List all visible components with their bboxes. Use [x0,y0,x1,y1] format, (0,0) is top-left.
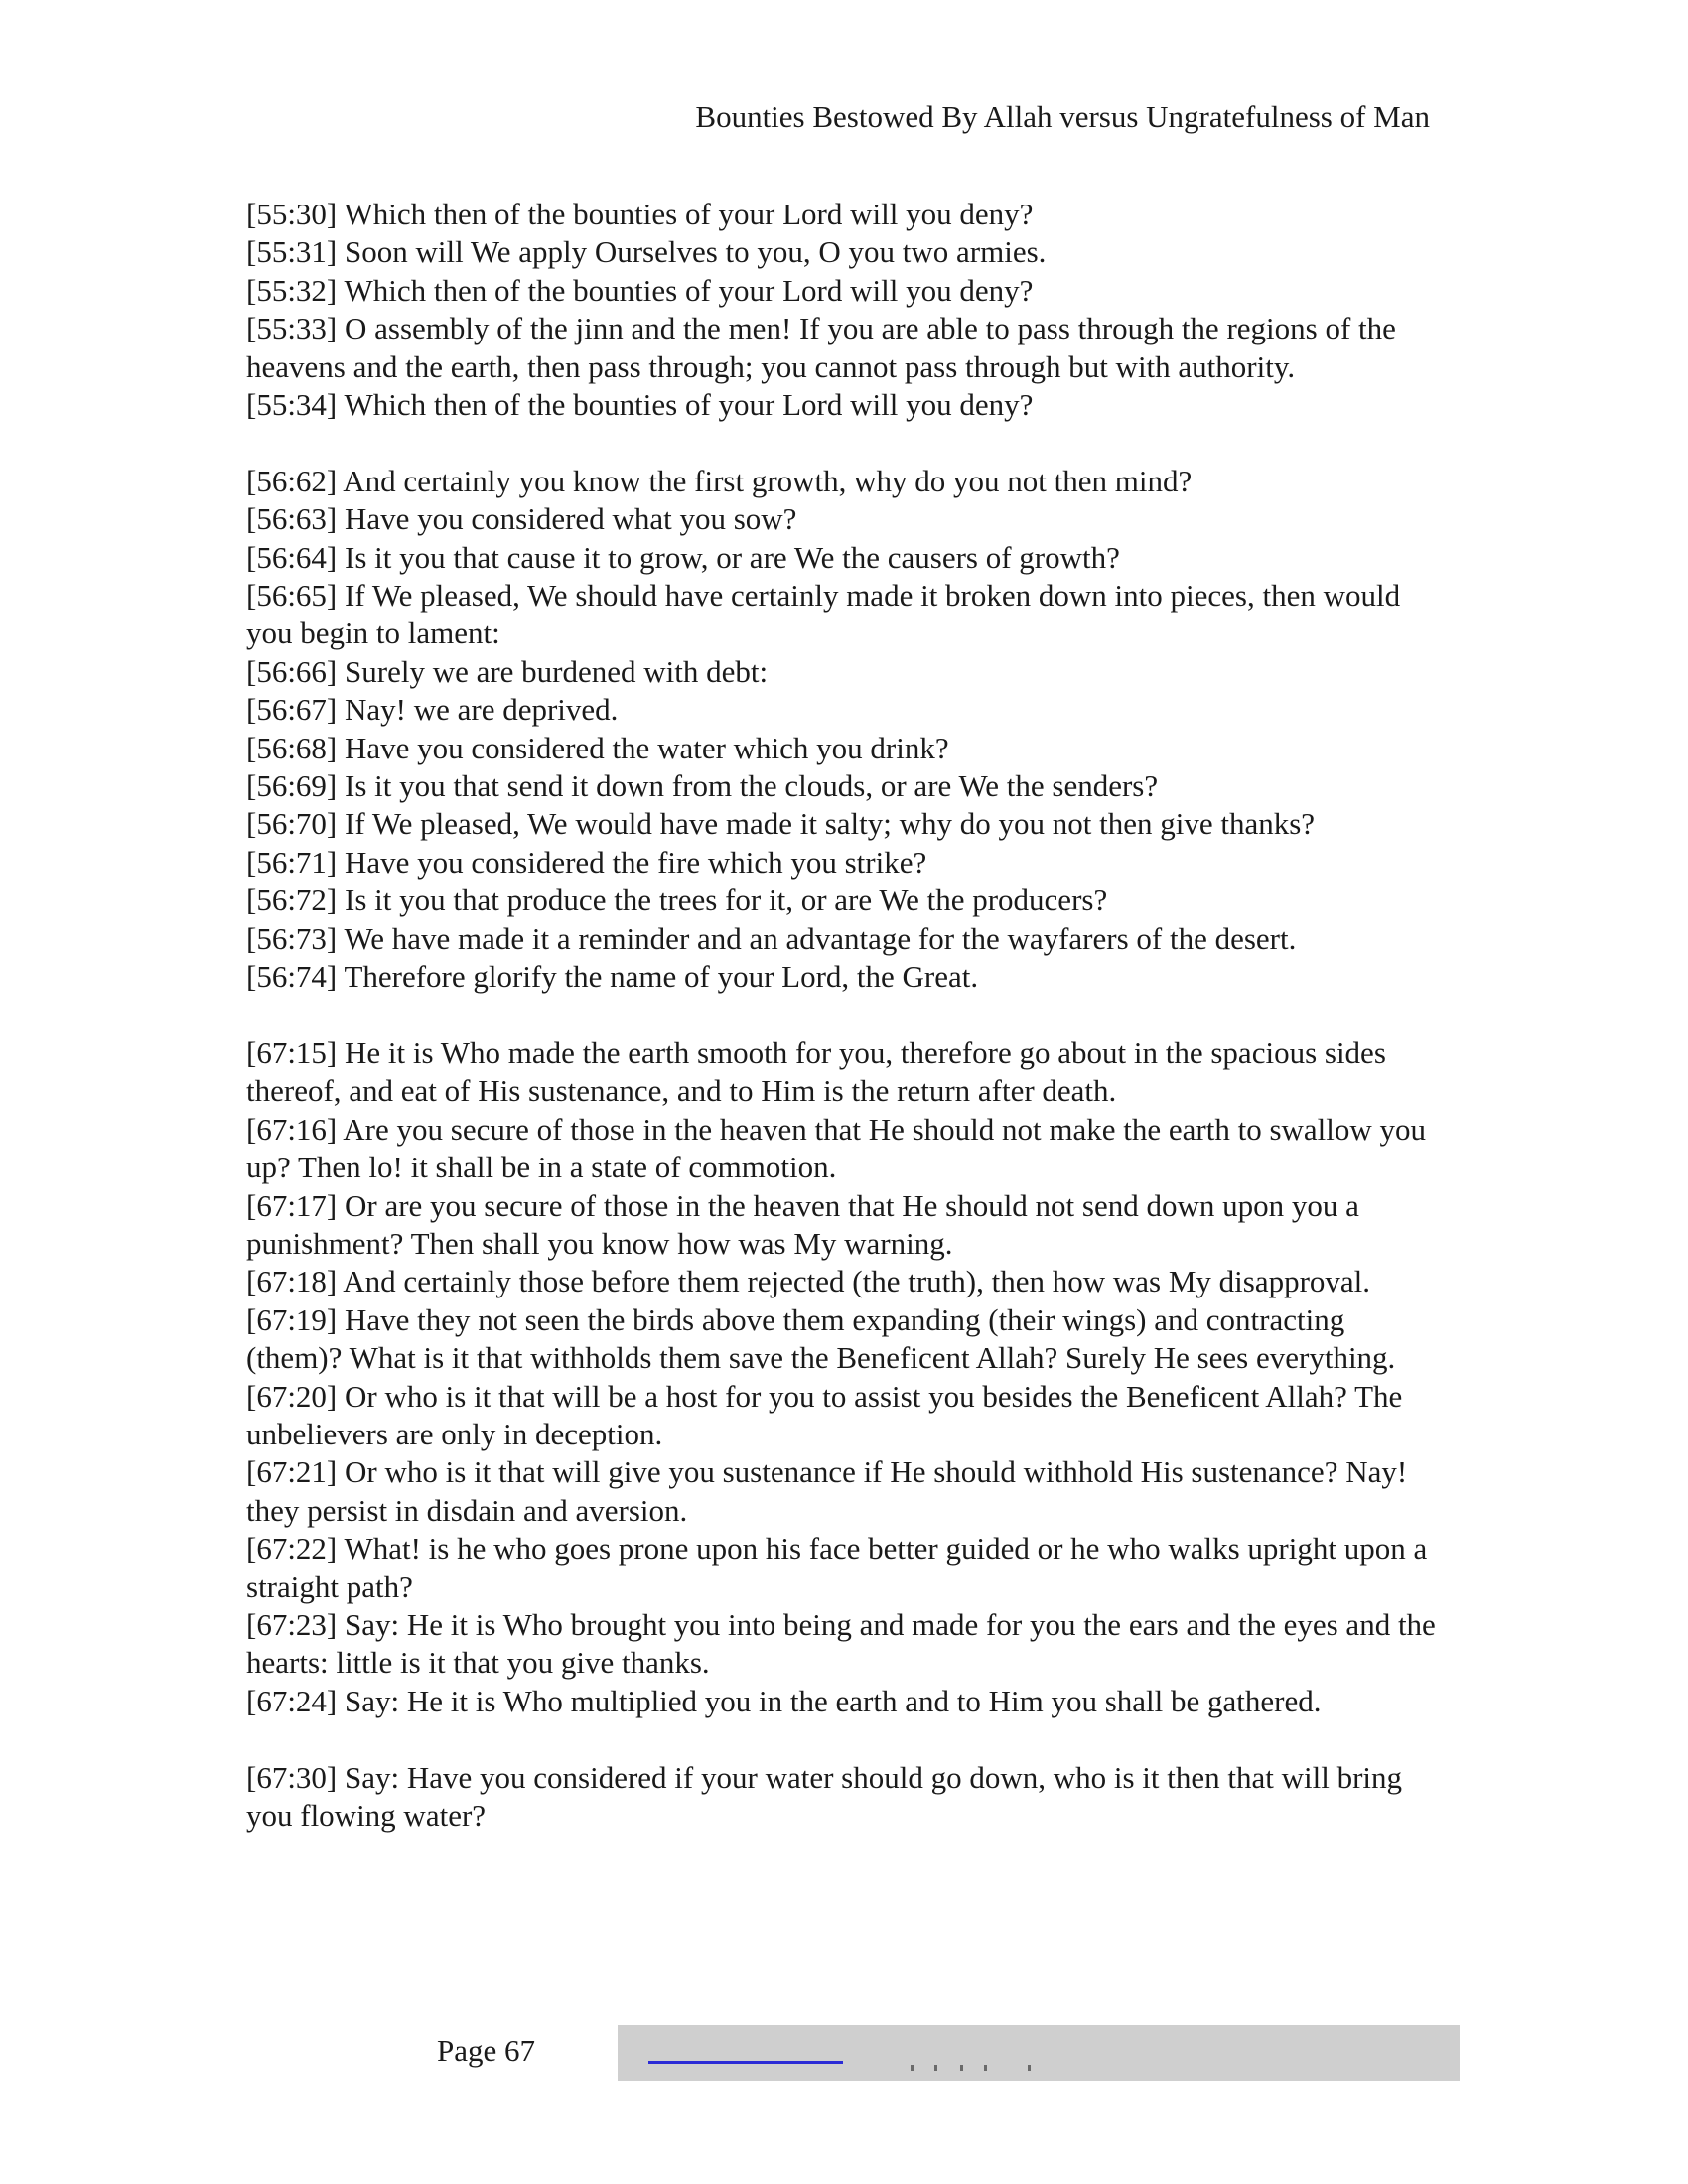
page-number: Page 67 [437,2033,536,2068]
verse: [67:19] Have they not seen the birds above them expanding (their wings) and contracting (them)? What is it that withholds them save the Beneficent Allah? Surely He sees everything. [246,1301,1396,1376]
verse: [56:70] If We pleased, We would have made it salty; why do you not then give thanks? [246,806,1316,842]
verse: [56:74] Therefore glorify the name of your Lord, the Great. [246,959,979,995]
passage-surah-67-a [246,1034,1438,1720]
verse: [67:23] Say: He it is Who brought you into being and made for you the ears and the eyes and the hearts: little is it that you give thanks. [246,1607,1436,1681]
verse: [55:30] Which then of the bounties of your Lord will you deny? [246,197,1034,231]
verse: [56:72] Is it you that produce the trees for it, or are We the producers? [246,883,1108,918]
verse: [55:31] Soon will We apply Ourselves to you, O you two armies. [246,234,1047,270]
verse: [55:34] Which then of the bounties of your Lord will you deny? [246,387,1034,423]
verse: [67:21] Or who is it that will give you sustenance if He should withhold His sustenance? Nay! they persist in disdain and aversion. [246,1454,1408,1528]
verse: [56:73] We have made it a reminder and an advantage for the wayfarers of the desert. [246,920,1297,956]
footer-text-fragments [901,2065,1040,2071]
passage-surah-55 [246,196,1438,424]
verse: [56:67] Nay! we are deprived. [246,692,619,728]
verse: [67:22] What! is he who goes prone upon his face better guided or he who walks upright upon a straight path? [246,1531,1428,1604]
verse: [55:32] Which then of the bounties of your Lord will you deny? [246,272,1034,308]
verse: [67:15] He it is Who made the earth smooth for you, therefore go about in the spacious sides thereof, and eat of His sustenance, and to Him is the return after death. [246,1034,1386,1109]
footer-banner [618,2025,1460,2081]
verse: [67:30] Say: Have you considered if your water should go down, who is it then that will bring you flowing water? [246,1759,1403,1834]
verse: [55:33] O assembly of the jinn and the men! If you are able to pass through the regions of the heavens and the earth, then pass through; you cannot pass through but with authority. [246,311,1396,384]
verse: [56:69] Is it you that send it down from the clouds, or are We the senders? [246,768,1159,804]
verse: [56:63] Have you considered what you sow? [246,501,797,537]
passage-surah-56 [246,463,1438,997]
verse: [56:62] And certainly you know the first growth, why do you not then mind? [246,463,1193,498]
passage-surah-67-b [246,1759,1438,1836]
verse: [67:20] Or who is it that will be a host for you to assist you besides the Beneficent Allah? The unbelievers are only in deception. [246,1378,1403,1451]
verse: [56:65] If We pleased, We should have certainly made it broken down into pieces, then would you begin to lament: [246,578,1401,651]
document-body [246,196,1438,1873]
verse: [67:17] Or are you secure of those in the heaven that He should not send down upon you a punishment? Then shall you know how was My warning. [246,1187,1359,1261]
verse: [67:18] And certainly those before them rejected (the truth), then how was My disapproval. [246,1264,1371,1299]
footer-link[interactable] [648,2061,843,2064]
running-header: Bounties Bestowed By Allah versus Ungratefulness of Man [695,99,1430,134]
verse: [56:64] Is it you that cause it to grow, or are We the causers of growth? [246,539,1120,575]
verse: [56:68] Have you considered the water which you drink? [246,730,949,765]
verse: [67:24] Say: He it is Who multiplied you in the earth and to Him you shall be gathered. [246,1683,1322,1718]
page-footer [0,2025,1688,2085]
verse: [67:16] Are you secure of those in the heaven that He should not make the earth to swallow you up? Then lo! it shall be in a state of commotion. [246,1111,1427,1185]
verse: [56:66] Surely we are burdened with debt: [246,653,769,689]
verse: [56:71] Have you considered the fire which you strike? [246,844,927,880]
